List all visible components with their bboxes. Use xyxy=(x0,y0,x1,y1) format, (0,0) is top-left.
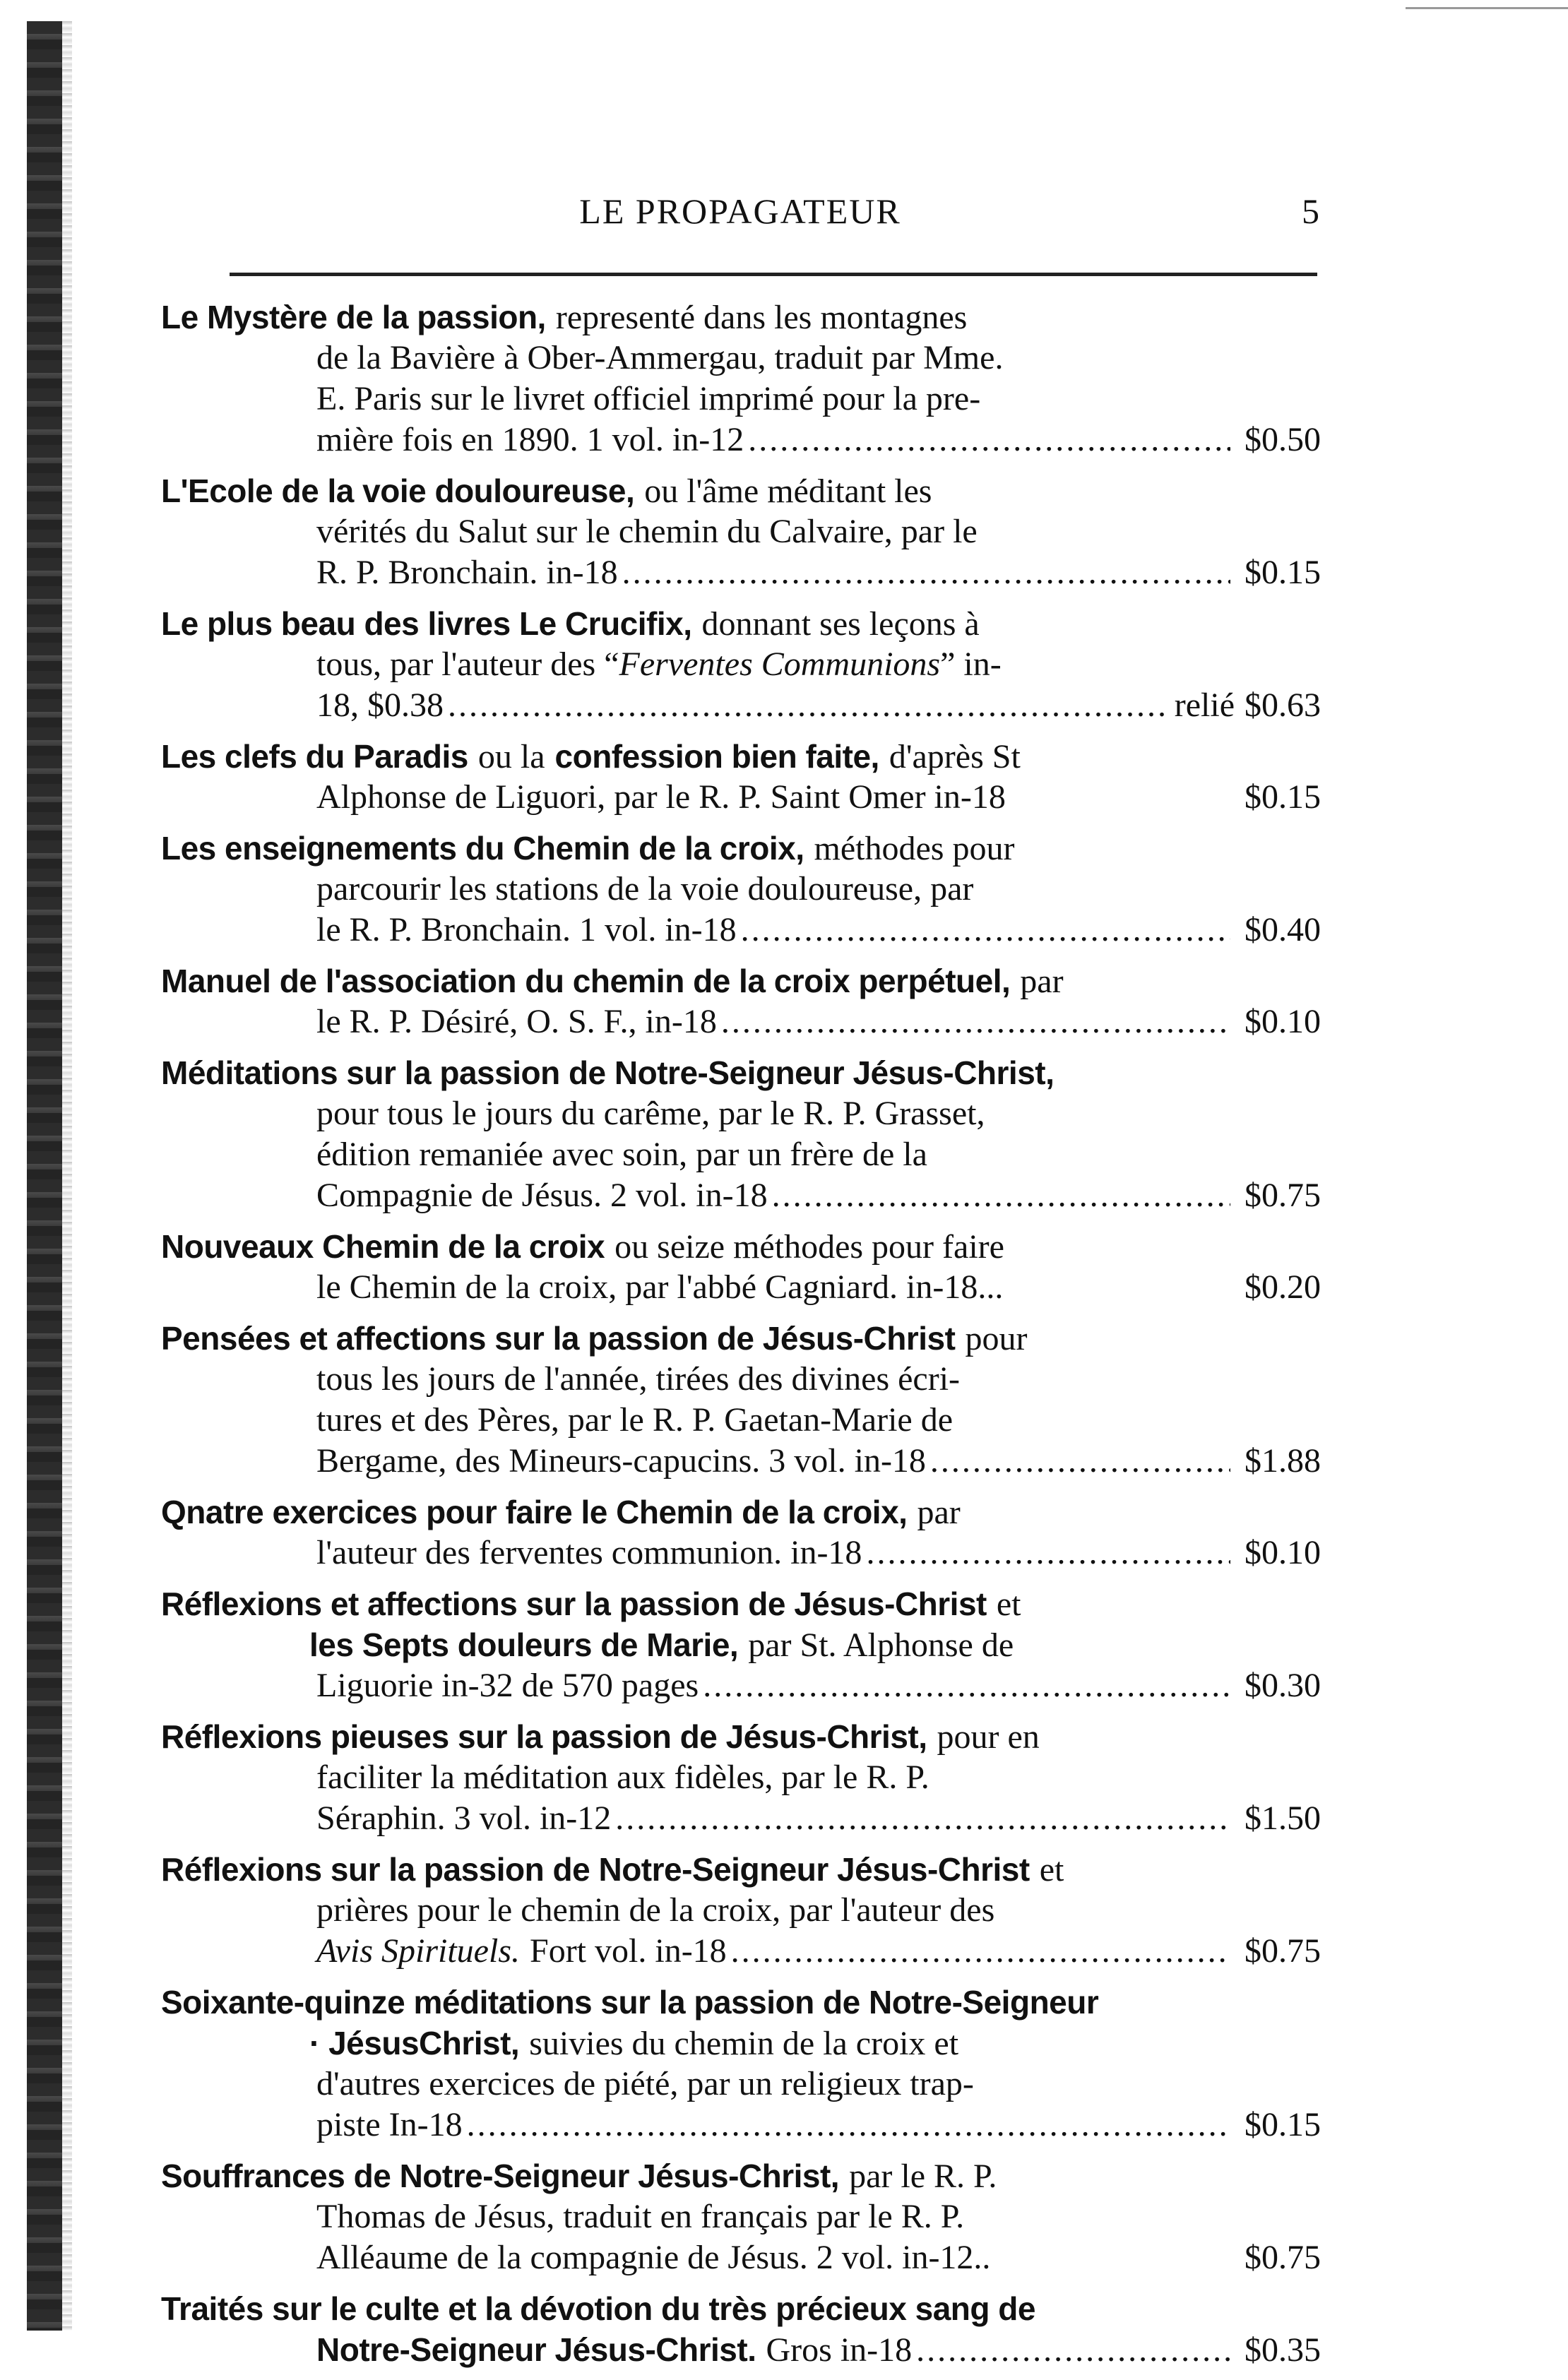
entry-italic-title: Avis Spirituels. xyxy=(316,1932,520,1970)
leader-dots xyxy=(916,2330,1230,2371)
entry-text: mière fois en 1890. 1 vol. in-12 xyxy=(316,421,744,458)
book-spine-edge xyxy=(62,21,72,2331)
leader-dots xyxy=(703,1665,1230,1706)
entry-price: $0.15 xyxy=(1245,778,1321,816)
leader-dots xyxy=(741,910,1230,951)
entry-price: $0.20 xyxy=(1245,1268,1321,1306)
entry-text: Thomas de Jésus, traduit en français par le R. P. xyxy=(316,2198,965,2235)
entry-title: L'Ecole de la voie douloureuse, xyxy=(161,472,635,509)
entry-text: pour en xyxy=(937,1718,1040,1756)
entry-text: et xyxy=(1039,1851,1064,1888)
entry-text: faciliter la méditation aux fidèles, par le R. P. xyxy=(316,1759,929,1796)
catalog-entry xyxy=(161,1226,1321,1308)
entry-price: $0.10 xyxy=(1245,1003,1321,1040)
leader-dots xyxy=(615,1798,1230,1839)
entry-text: pour tous le jours du carême, par le R. P. Grasset, xyxy=(316,1095,985,1132)
entry-price: $0.10 xyxy=(1245,1534,1321,1571)
entry-price: $0.75 xyxy=(1245,1932,1321,1970)
catalog-entry xyxy=(161,1583,1321,1706)
catalog-entry xyxy=(161,1716,1321,1839)
page-number: 5 xyxy=(1302,191,1319,231)
entry-text: R. P. Bronchain. in-18 xyxy=(316,554,618,591)
entry-title: Réflexions pieuses sur la passion de Jésus-Christ, xyxy=(161,1718,927,1755)
entry-text: representé dans les montagnes xyxy=(555,299,968,336)
entry-text: pour xyxy=(965,1320,1028,1357)
entry-text: prières pour le chemin de la croix, par l'auteur des xyxy=(316,1891,995,1929)
entry-title: Manuel de l'association du chemin de la croix perpétuel, xyxy=(161,963,1011,999)
entry-text: le R. P. Bronchain. 1 vol. in-18 xyxy=(316,911,737,948)
entry-text: par le R. P. xyxy=(849,2158,997,2195)
entry-price: $0.30 xyxy=(1245,1667,1321,1704)
entry-price: $0.75 xyxy=(1245,1177,1321,1214)
catalog-entry xyxy=(161,736,1321,818)
entry-text: par xyxy=(917,1494,961,1531)
entry-title: Nouveaux Chemin de la croix xyxy=(161,1228,605,1265)
entry-text: ” in- xyxy=(940,645,1002,683)
entry-title: Les enseignements du Chemin de la croix, xyxy=(161,830,804,867)
entry-binding-note: relié xyxy=(1174,686,1235,724)
entry-text: suivies du chemin de la croix et xyxy=(529,2025,959,2062)
entry-text: E. Paris sur le livret officiel imprimé pour la pre- xyxy=(316,380,981,417)
leader-dots xyxy=(467,2105,1230,2146)
entry-price: $0.35 xyxy=(1245,2331,1321,2369)
entry-text: parcourir les stations de la voie douloureuse, par xyxy=(316,870,974,908)
entry-text: tous, par l'auteur des “ xyxy=(316,645,619,683)
entry-text: d'après St xyxy=(889,738,1021,775)
entry-title: confession bien faite, xyxy=(554,738,879,775)
entry-title: Le plus beau des livres Le Crucifix, xyxy=(161,605,692,642)
catalog-entry xyxy=(161,1318,1321,1482)
entry-text: ou seize méthodes pour faire xyxy=(614,1228,1004,1266)
catalog-entry xyxy=(161,960,1321,1042)
entry-price: $0.40 xyxy=(1245,911,1321,948)
entry-text: le R. P. Désiré, O. S. F., in-18 xyxy=(316,1003,717,1040)
catalog-entries xyxy=(161,297,1321,2380)
entry-title: · JésusChrist, xyxy=(309,2025,520,2061)
entry-title: Pensées et affections sur la passion de Jésus-Christ xyxy=(161,1320,956,1357)
entry-title: Les clefs du Paradis xyxy=(161,738,468,775)
entry-text: Séraphin. 3 vol. in-12 xyxy=(316,1799,612,1837)
leader-dots xyxy=(721,1001,1230,1042)
entry-text: Bergame, des Mineurs-capucins. 3 vol. in-18 xyxy=(316,1442,926,1480)
entry-price: $0.63 xyxy=(1245,686,1321,724)
entry-text: vérités du Salut sur le chemin du Calvaire, par le xyxy=(316,513,978,550)
entry-title: Réflexions et affections sur la passion de Jésus-Christ xyxy=(161,1585,987,1622)
entry-price: $0.75 xyxy=(1245,2239,1321,2276)
entry-text: Liguorie in-32 de 570 pages xyxy=(316,1667,699,1704)
entry-text: tous les jours de l'année, tirées des divines écri- xyxy=(316,1360,961,1398)
entry-text: Compagnie de Jésus. 2 vol. in-18 xyxy=(316,1177,768,1214)
leader-dots xyxy=(930,1441,1230,1482)
catalog-entry xyxy=(161,1849,1321,1972)
header-rule xyxy=(230,273,1317,276)
entry-text: Gros in-18 xyxy=(766,2331,913,2369)
entry-title: Méditations sur la passion de Notre-Seigneur Jésus-Christ, xyxy=(161,1054,1055,1091)
entry-text: édition remaniée avec soin, par un frère de la xyxy=(316,1136,927,1173)
leader-dots xyxy=(622,552,1230,593)
entry-title: Réflexions sur la passion de Notre-Seigneur Jésus-Christ xyxy=(161,1851,1030,1888)
entry-text: tures et des Pères, par le R. P. Gaetan-Marie de xyxy=(316,1401,954,1439)
leader-dots xyxy=(866,1533,1230,1573)
entry-price: $1.88 xyxy=(1245,1442,1321,1480)
entry-text: de la Bavière à Ober-Ammergau, traduit par Mme. xyxy=(316,339,1004,376)
catalog-entry xyxy=(161,2288,1321,2370)
entry-text: et xyxy=(996,1585,1021,1623)
entry-price: $0.15 xyxy=(1245,554,1321,591)
leader-dots xyxy=(772,1175,1230,1216)
leader-dots xyxy=(731,1931,1230,1972)
catalog-entry xyxy=(161,470,1321,593)
running-title: LE PROPAGATEUR xyxy=(579,191,901,231)
entry-text: Fort vol. in-18 xyxy=(530,1932,727,1970)
entry-title: Le Mystère de la passion, xyxy=(161,299,546,335)
entry-title: Souffrances de Notre-Seigneur Jésus-Christ, xyxy=(161,2158,840,2194)
entry-title: Qnatre exercices pour faire le Chemin de la croix, xyxy=(161,1494,908,1530)
entry-title: les Septs douleurs de Marie, xyxy=(309,1626,739,1663)
catalog-entry xyxy=(161,2155,1321,2278)
entry-text: piste In-18 xyxy=(316,2106,463,2143)
entry-text: par xyxy=(1020,963,1064,1000)
entry-price: $1.50 xyxy=(1245,1799,1321,1837)
entry-text: ou l'âme méditant les xyxy=(644,472,932,510)
leader-dots xyxy=(748,420,1230,460)
entry-price: $0.50 xyxy=(1245,421,1321,458)
entry-title: Soixante-quinze méditations sur la passion de Notre-Seigneur xyxy=(161,1984,1099,2021)
catalog-entry xyxy=(161,603,1321,726)
entry-title: Notre-Seigneur Jésus-Christ. xyxy=(316,2331,756,2368)
book-spine-shadow xyxy=(27,21,62,2331)
entry-italic-title: Ferventes Communions xyxy=(619,645,941,683)
page-header xyxy=(161,191,1319,254)
entry-price: $0.15 xyxy=(1245,2106,1321,2143)
entry-text: d'autres exercices de piété, par un religieux trap- xyxy=(316,2065,974,2102)
corner-rule xyxy=(1406,7,1568,9)
entry-text: méthodes pour xyxy=(814,830,1015,867)
entry-text: Alléaume de la compagnie de Jésus. 2 vol. in-12.. xyxy=(316,2239,991,2276)
catalog-entry xyxy=(161,1982,1321,2146)
entry-text: l'auteur des ferventes communion. in-18 xyxy=(316,1534,862,1571)
entry-text: le Chemin de la croix, par l'abbé Cagniard. in-18... xyxy=(316,1268,1004,1306)
catalog-entry xyxy=(161,1052,1321,1216)
catalog-entry xyxy=(161,297,1321,460)
entry-text: par St. Alphonse de xyxy=(748,1626,1014,1664)
entry-title: Traités sur le culte et la dévotion du très précieux sang de xyxy=(161,2290,1035,2327)
entry-text: donnant ses leçons à xyxy=(701,605,980,643)
catalog-entry xyxy=(161,1492,1321,1573)
entry-text: 18, $0.38 xyxy=(316,686,444,724)
catalog-entry xyxy=(161,828,1321,951)
leader-dots xyxy=(448,685,1170,726)
entry-text: ou la xyxy=(477,738,545,775)
entry-text: Alphonse de Liguori, par le R. P. Saint Omer in-18 xyxy=(316,778,1006,816)
